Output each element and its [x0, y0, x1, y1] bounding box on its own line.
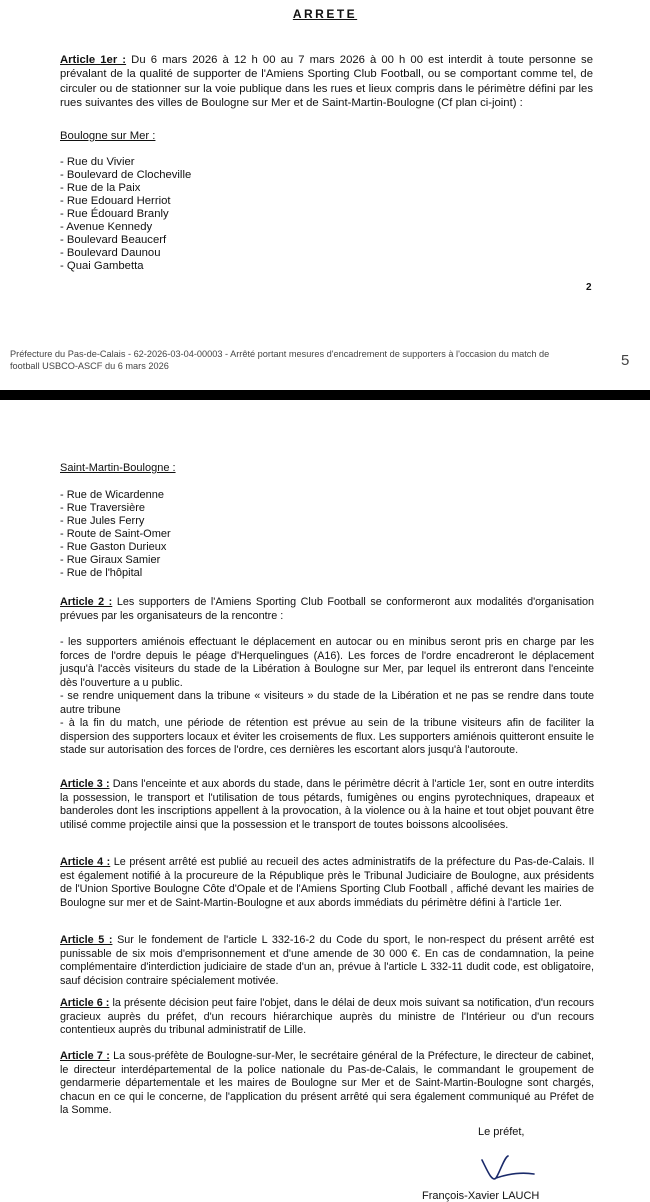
street-item: - Boulevard Daunou	[60, 247, 161, 260]
street-item: - Rue de Wicardenne	[60, 489, 164, 501]
saint-martin-street-list	[60, 489, 593, 580]
street-item: - Rue Edouard Herriot	[60, 195, 171, 208]
street-item: - Rue Édouard Branly	[60, 208, 169, 221]
boulogne-street-list	[60, 156, 593, 273]
boulogne-heading: Boulogne sur Mer :	[60, 130, 156, 142]
article-2-item: - à la fin du match, une période de rétention est prévue au sein de la tribune visiteurs afin de faciliter la dispersion des supporters locaux et éviter les croisements de flux. Les supporters amiénois quitteront ensuite le stade sur autorisation des forces de l'ordre, ces dernières les escortant alors jusqu'à l'autoroute.	[60, 717, 594, 756]
article-1-text: Du 6 mars 2026 à 12 h 00 au 7 mars 2026 à 00 h 00 est interdit à toute personne se prévalant de la qualité de supporter de l'Amiens Sporting Club Football, ou se comportant comme tel, de circuler ou de stationner sur la voie publique dans les rues et lieux compris dans le périmètre défini par les rues suivantes des villes de Boulogne sur Mer et de Saint-Martin-Boulogne (Cf plan ci-joint) :	[60, 54, 593, 109]
article-2-label: Article 2 :	[60, 596, 113, 608]
article-4-label: Article 4 :	[60, 856, 111, 868]
street-item: - Rue de la Paix	[60, 182, 141, 195]
street-item: - Boulevard Beaucerf	[60, 234, 167, 247]
street-item: - Avenue Kennedy	[60, 221, 153, 234]
page-separator	[0, 390, 650, 400]
article-3	[60, 778, 594, 832]
document-title: ARRETE	[292, 7, 358, 21]
article-3-text: Dans l'enceinte et aux abords du stade, dans le périmètre décrit à l'article 1er, sont en outre interdits la possession, le transport et l'utilisation de tous pétards, fumigènes ou engins pyrotechniques, drapeaux et banderoles dont les inscriptions appellent à la provocation, à la violence ou à la haine et tout objet pouvant être utilisé comme projectile ainsi que la possession et le transport de toutes boissons alcoolisées.	[60, 778, 595, 831]
page-footer: Préfecture du Pas-de-Calais - 62-2026-03-04-00003 - Arrêté portant mesures d'encadrement de supporters à l'occasion du match de football USBCO-ASCF du 6 mars 2026	[10, 349, 550, 371]
article-1	[60, 53, 593, 110]
street-item: - Rue Jules Ferry	[60, 515, 145, 527]
saint-martin-heading: Saint-Martin-Boulogne :	[60, 462, 176, 474]
street-item: - Route de Saint-Omer	[60, 528, 171, 540]
article-5	[60, 934, 594, 988]
article-2-item: - se rendre uniquement dans la tribune « visiteurs » du stade de la Libération et ne pas se rendre dans toute autre tribune	[60, 690, 594, 716]
article-7	[60, 1050, 594, 1118]
article-2-item: - les supporters amiénois effectuant le déplacement en autocar ou en minibus seront pris en charge par les forces de l'ordre depuis le péage d'Herquelingues (A16). Les forces de l'ordre encadreront le déplacement jusqu'à l'accès visiteurs du stade de la Libération à Boulogne sur Mer, par lequel ils entreront dans l'enceinte dès l'ouverture a u public.	[60, 636, 594, 689]
signatory-name: François-Xavier LAUCH	[422, 1190, 540, 1202]
street-item: - Rue Giraux Samier	[60, 554, 161, 566]
street-item: - Rue Traversière	[60, 502, 145, 514]
footer-page-number: 5	[621, 352, 630, 369]
street-item: - Rue du Vivier	[60, 156, 135, 169]
article-7-label: Article 7 :	[60, 1050, 110, 1062]
article-4	[60, 856, 594, 910]
page-number: 2	[586, 282, 592, 293]
boulogne-section	[60, 129, 593, 273]
handwritten-signature	[478, 1152, 538, 1186]
street-item: - Boulevard de Clocheville	[60, 169, 192, 182]
signature-title: Le préfet,	[478, 1126, 525, 1138]
article-5-text: Sur le fondement de l'article L 332-16-2 du Code du sport, le non-respect du présent arrêté est punissable de six mois d'emprisonnement et d'une amende de 30 000 €. En cas de condamnation, la peine complémentaire d'interdiction judiciaire de stade d'un an, prévue à l'article L 332-11 dudit code, est obligatoire, sauf décision contraire spécialement motivée.	[60, 934, 595, 987]
article-6-label: Article 6 :	[60, 997, 110, 1009]
article-2	[60, 596, 594, 758]
street-item: - Quai Gambetta	[60, 260, 144, 273]
saint-martin-section	[60, 462, 593, 580]
street-item: - Rue Gaston Durieux	[60, 541, 167, 553]
article-1-label: Article 1er :	[60, 54, 127, 66]
article-4-text: Le présent arrêté est publié au recueil des actes administratifs de la préfecture du Pas-de-Calais. Il est également notifié à la procureure de la République près le Tribunal Judiciaire de Boulogne, aux présidents de l'Union Sportive Boulogne Côte d'Opale et de l'Amiens Sporting Club Football , affiché devant les mairies de Boulogne sur mer et de Saint-Martin-Boulogne et aux abords immédiats du périmètre défini à l'article 1er.	[60, 856, 595, 909]
article-6-text: la présente décision peut faire l'objet, dans le délai de deux mois suivant sa notification, d'un recours gracieux auprès du préfet, d'un recours hiérarchique auprès du ministre de l'Intérieur ou d'un recours contentieux auprès du tribunal administratif de Lille.	[60, 997, 595, 1036]
street-item: - Rue de l'hôpital	[60, 567, 143, 579]
article-3-label: Article 3 :	[60, 778, 110, 790]
article-6	[60, 997, 594, 1038]
article-2-intro: Les supporters de l'Amiens Sporting Club Football se conformeront aux modalités d'organisation prévues par les organisateurs de la rencontre :	[60, 596, 594, 622]
document-page-1	[0, 0, 650, 390]
article-7-text: La sous-préfète de Boulogne-sur-Mer, le secrétaire général de la Préfecture, le directeur de cabinet, le directeur interdépartemental de la police nationale du Pas-de-Calais, le commandant le groupement de gendarmerie départementale et les maires de Boulogne sur Mer et de Saint-Martin-Boulogne sont chargés, chacun en ce qui le concerne, de l'application du présent arrêté qui sera également communiqué au Préfet de la Somme.	[60, 1050, 595, 1116]
article-5-label: Article 5 :	[60, 934, 113, 946]
